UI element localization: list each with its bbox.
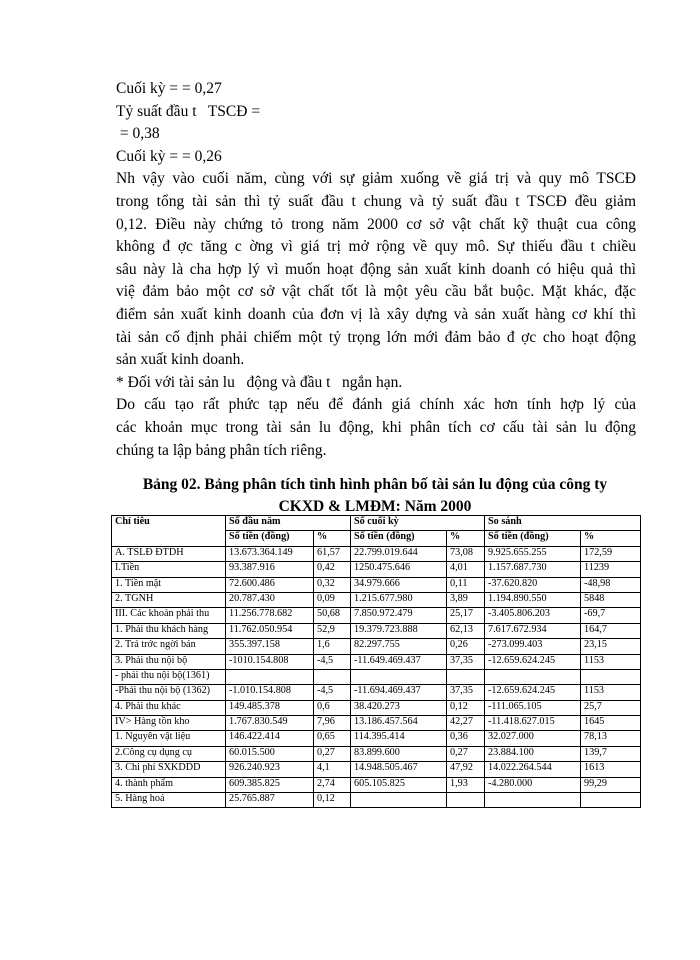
header-cell: Số cuối kỳ [351, 516, 485, 531]
text-line: 0,12. Điều này chứng tỏ trong năm 2000 cơ sở vật chất kỹ thuật cua công [116, 215, 636, 233]
table-cell: 19.379.723.888 [351, 623, 447, 638]
table-cell: 1.157.687.730 [485, 562, 581, 577]
table-cell: 139,7 [581, 746, 641, 761]
table-row [112, 669, 641, 684]
table-cell: 2.Công cụ dụng cụ [112, 746, 226, 761]
table-cell: 4,1 [314, 762, 351, 777]
text-line: trong tổng tài sản thì tỷ suất đầu t chung và tỷ suất đầu t TSCĐ đều giảm [116, 192, 636, 210]
table-cell: 23.884.100 [485, 746, 581, 761]
table-cell: 926.240.923 [226, 762, 314, 777]
header-cell: Chỉ tiêu [112, 516, 226, 547]
table-row [112, 700, 641, 715]
table-row [112, 623, 641, 638]
table-row [112, 716, 641, 731]
table-cell: -1010.154.808 [226, 654, 314, 669]
text-line: sản xuất kinh doanh. [116, 351, 245, 369]
table-row [112, 546, 641, 561]
table-cell: 2,74 [314, 777, 351, 792]
table-caption-line2: CKXD & LMĐM: Năm 2000 [278, 498, 472, 515]
table-cell: 25.765.887 [226, 793, 314, 808]
table-cell: 20.787.430 [226, 592, 314, 607]
table-cell: 114.395.414 [351, 731, 447, 746]
text-line: việ đảm bảo một cơ sở vật chất tốt là một yêu cầu bắt buộc. Mặt khác, đặc [116, 283, 636, 301]
table-cell: 23,15 [581, 639, 641, 654]
table-cell: 62,13 [447, 623, 485, 638]
table-row [112, 731, 641, 746]
table-cell: 37,35 [447, 654, 485, 669]
text-line: chúng ta lập bảng phân tích riêng. [116, 441, 327, 459]
header-cell: Số tiền (đồng) [226, 531, 314, 546]
header-cell: % [581, 531, 641, 546]
table-cell: 32.027.000 [485, 731, 581, 746]
table-cell: 0,09 [314, 592, 351, 607]
table-cell: 146.422.414 [226, 731, 314, 746]
table-cell: 78,13 [581, 731, 641, 746]
table-cell: 83.899.600 [351, 746, 447, 761]
text-line: sâu này là cha hợp lý vì muốn hoạt động sản xuất kinh doanh có hiệu quả thì [116, 260, 636, 278]
table-cell: 42,27 [447, 716, 485, 731]
table-cell: 13.673.364.149 [226, 546, 314, 561]
table-cell: -4,5 [314, 685, 351, 700]
text-line: * Đối với tài sản lu động và đầu t ngắn hạn. [116, 373, 403, 391]
table-cell: 73,08 [447, 546, 485, 561]
table-cell: 164,7 [581, 623, 641, 638]
table-cell: 25,7 [581, 700, 641, 715]
table-cell: 1. Phải thu khách hàng [112, 623, 226, 638]
table-cell: 14.022.264.544 [485, 762, 581, 777]
table-caption [110, 474, 640, 518]
table-cell [581, 669, 641, 684]
header-cell: So sánh [485, 516, 641, 531]
table-row [112, 762, 641, 777]
table-cell: -48,98 [581, 577, 641, 592]
table-cell: 7,96 [314, 716, 351, 731]
table-cell: - phải thu nội bộ(1361) [112, 669, 226, 684]
table-cell: 0,65 [314, 731, 351, 746]
table-cell: 0,26 [447, 639, 485, 654]
table-cell: 13.186.457.564 [351, 716, 447, 731]
table-cell: 4. Phải thu khác [112, 700, 226, 715]
table-cell: 1250.475.646 [351, 562, 447, 577]
table-cell: 61,57 [314, 546, 351, 561]
table-cell: -11.418.627.015 [485, 716, 581, 731]
table-cell: 7.617.672.934 [485, 623, 581, 638]
table-cell: -111.065.105 [485, 700, 581, 715]
table-cell: 11.762.050.954 [226, 623, 314, 638]
table-cell [314, 669, 351, 684]
text-line: Nh vậy vào cuối năm, cùng với sự giảm xuống về giá trị và quy mô TSCĐ [116, 170, 636, 188]
table-cell: -1.010.154.808 [226, 685, 314, 700]
table-cell: 47,92 [447, 762, 485, 777]
table-cell: 0,42 [314, 562, 351, 577]
text-line: Do cấu tạo rất phức tạp nếu để đánh giá chính xác hơn tính hợp lý của [116, 396, 636, 414]
table-cell: 0,32 [314, 577, 351, 592]
table-cell: -11.649.469.437 [351, 654, 447, 669]
table-row [112, 777, 641, 792]
table-cell: -4.280.000 [485, 777, 581, 792]
table-cell: 3. Chi phí SXKDDD [112, 762, 226, 777]
table-cell: 3,89 [447, 592, 485, 607]
table-cell: -273.099.403 [485, 639, 581, 654]
table-cell [485, 793, 581, 808]
table-row [112, 793, 641, 808]
table-cell: 149.485.378 [226, 700, 314, 715]
table-cell: -12.659.624.245 [485, 654, 581, 669]
table-cell: 1.194.890.550 [485, 592, 581, 607]
table-cell: 0,12 [314, 793, 351, 808]
table-cell: 25,17 [447, 608, 485, 623]
table-cell: 14.948.505.467 [351, 762, 447, 777]
table-cell: 1.215.677.980 [351, 592, 447, 607]
table-cell: 34.979.666 [351, 577, 447, 592]
table-cell: 9.925.655.255 [485, 546, 581, 561]
table-cell: -37.620.820 [485, 577, 581, 592]
body-text [116, 78, 636, 462]
table-cell: 0,12 [447, 700, 485, 715]
table-row [112, 746, 641, 761]
table-cell: 52,9 [314, 623, 351, 638]
table-cell [485, 669, 581, 684]
table-cell: 1.767.830.549 [226, 716, 314, 731]
table-cell: 0,27 [447, 746, 485, 761]
table-cell: -3.405.806.203 [485, 608, 581, 623]
table-cell: 5. Hàng hoá [112, 793, 226, 808]
text-line: Tỷ suất đầu t TSCĐ = [116, 102, 261, 120]
text-line: Cuối kỳ = = 0,26 [116, 147, 222, 165]
table-cell: 1,6 [314, 639, 351, 654]
table-cell [226, 669, 314, 684]
table-cell: 1645 [581, 716, 641, 731]
table-cell: 11.256.778.682 [226, 608, 314, 623]
table-row [112, 639, 641, 654]
text-line: = 0,38 [116, 125, 160, 143]
header-cell: Số tiền (đồng) [351, 531, 447, 546]
table-cell [447, 793, 485, 808]
table-row [112, 654, 641, 669]
table-cell: -Phải thu nội bộ (1362) [112, 685, 226, 700]
table-cell: 50,68 [314, 608, 351, 623]
text-line: các khoản mục trong tài sản lu động, khi phân tích cơ cấu tài sản lu động [116, 418, 636, 436]
table-cell: 4. thành phẩm [112, 777, 226, 792]
table-cell [351, 793, 447, 808]
table-row [112, 685, 641, 700]
table-cell: III. Các khoản phải thu [112, 608, 226, 623]
table-cell: 0,11 [447, 577, 485, 592]
asset-analysis-table [111, 515, 641, 808]
table-cell: 0,6 [314, 700, 351, 715]
table-cell: 172,59 [581, 546, 641, 561]
table-caption-line1: Bảng 02. Bảng phân tích tình hình phân bố tài sản lu động của công ty [142, 476, 608, 493]
table-cell: 7.850.972.479 [351, 608, 447, 623]
header-cell: Số đầu năm [226, 516, 351, 531]
table-cell: 72.600.486 [226, 577, 314, 592]
table-row [112, 562, 641, 577]
table-cell: 1. Nguyên vật liệu [112, 731, 226, 746]
table-cell: IV> Hàng tồn kho [112, 716, 226, 731]
table-cell: -11.694.469.437 [351, 685, 447, 700]
table-cell: 0,36 [447, 731, 485, 746]
table-cell: 2. Trả trớc ngời bán [112, 639, 226, 654]
table-row [112, 592, 641, 607]
text-line: điểm sản xuất kinh doanh của đơn vị là xây dựng và sản xuất hàng cơ khí thì [116, 305, 636, 323]
table-cell: 60.015.500 [226, 746, 314, 761]
table-cell: 4,01 [447, 562, 485, 577]
table-cell: 0,27 [314, 746, 351, 761]
table-cell: 3. Phải thu nội bộ [112, 654, 226, 669]
header-cell: Số tiền (đồng) [485, 531, 581, 546]
table-cell: I.Tiền [112, 562, 226, 577]
table-cell: 1,93 [447, 777, 485, 792]
table-cell: -12.659.624.245 [485, 685, 581, 700]
table-cell: 2. TGNH [112, 592, 226, 607]
table-cell: 38.420.273 [351, 700, 447, 715]
table-cell [581, 793, 641, 808]
table-cell: 37,35 [447, 685, 485, 700]
table-cell: 1153 [581, 654, 641, 669]
table-row [112, 608, 641, 623]
header-cell: % [447, 531, 485, 546]
table-cell: 1153 [581, 685, 641, 700]
table-cell: 82.297.755 [351, 639, 447, 654]
table-cell: -69,7 [581, 608, 641, 623]
table-cell: 1. Tiền mặt [112, 577, 226, 592]
table-cell [351, 669, 447, 684]
table-row [112, 577, 641, 592]
table-header-row [112, 516, 641, 531]
text-line: Cuối kỳ = = 0,27 [116, 80, 222, 97]
table-cell: 605.105.825 [351, 777, 447, 792]
table-cell: A. TSLĐ ĐTDH [112, 546, 226, 561]
table-cell: 1613 [581, 762, 641, 777]
table-cell [447, 669, 485, 684]
table-cell: 5848 [581, 592, 641, 607]
table-cell: 99,29 [581, 777, 641, 792]
table-cell: 609.385.825 [226, 777, 314, 792]
table-body [112, 546, 641, 808]
text-line: không đ ợc tăng c ờng vì giá trị mở rộng về quy mô. Sự thiếu đầu t chiều [116, 238, 636, 256]
header-cell: % [314, 531, 351, 546]
table-cell: 22.799.019.644 [351, 546, 447, 561]
text-line: tài sản cố định phải chiếm một tỷ trọng lớn mới đảm bảo đ ợc cho hoạt động [116, 328, 636, 346]
table-cell: -4,5 [314, 654, 351, 669]
table-cell: 93.387.916 [226, 562, 314, 577]
table-cell: 355.397.158 [226, 639, 314, 654]
table-cell: 11239 [581, 562, 641, 577]
